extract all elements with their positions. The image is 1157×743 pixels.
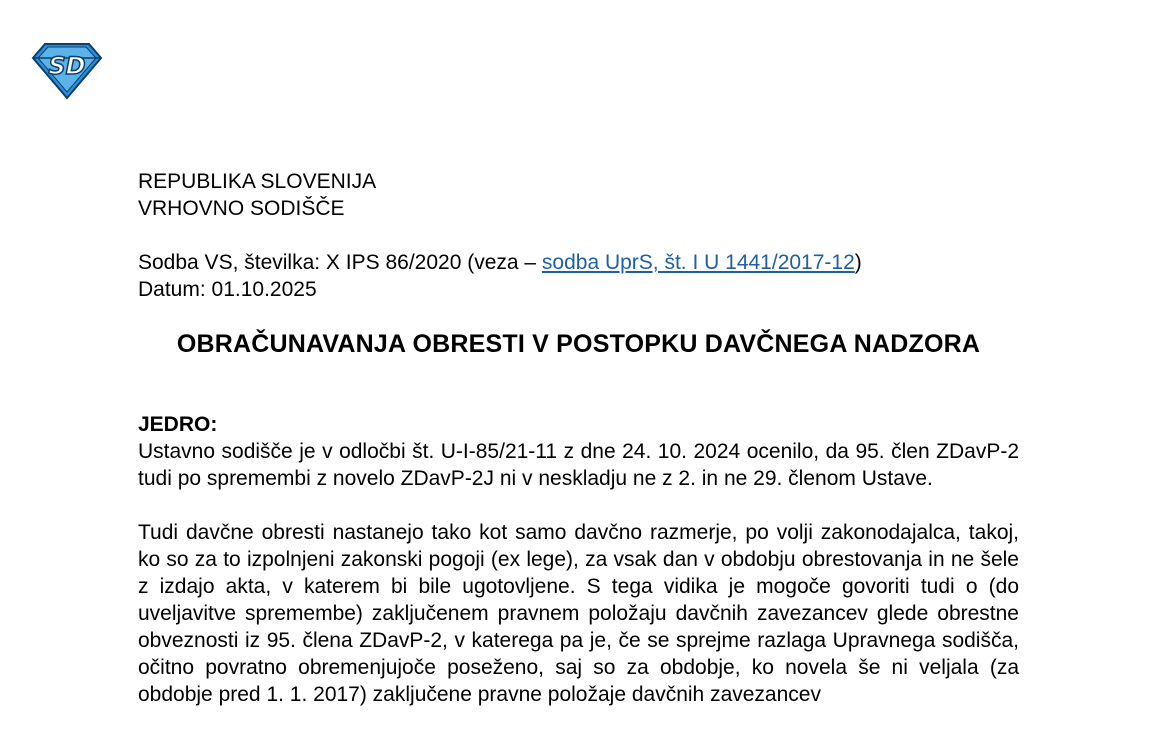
court-logo — [31, 40, 103, 100]
related-judgment-link[interactable]: sodba UprS, št. I U 1441/2017-12 — [541, 251, 855, 274]
court-name: VRHOVNO SODIŠČE — [138, 197, 345, 220]
document-title: OBRAČUNAVANJA OBRESTI V POSTOPKU DAVČNEGA NADZORA — [176, 330, 981, 358]
judgment-date: Datum: 01.10.2025 — [138, 278, 317, 301]
court-logo-icon — [31, 40, 103, 100]
core-heading: JEDRO: — [138, 413, 218, 436]
judgment-reference — [138, 249, 1019, 276]
core-paragraph-1: Ustavno sodišče je v odločbi št. U-I-85/21-11 z dne 24. 10. 2024 ocenilo, da 95. člen ZDavP-2 tudi po spremembi z novelo ZDavP-2J ni v neskladju ne z 2. in ne 29. členom Ustave. — [138, 440, 1019, 490]
judgment-suffix: ) — [854, 251, 862, 274]
core-paragraph-2: Tudi davčne obresti nastanejo tako kot samo davčno razmerje, po volji zakonodajalca, takoj, ko so za to izpolnjeni zakonski pogoji (ex lege), za vsak dan v obdobju obrestovanja in ne šele z izdajo akta, v katerem bi bile ugotovljene. S tega vidika je mogoče govoriti tudi o (do uveljavitve spremembe) zaključenem pravnem položaju davčnih zavezancev glede obrestne obveznosti iz 95. člena ZDavP-2, v katerega pa je, če se sprejme razlaga Upravnega sodišča, očitno povratno obremenjujoče poseženo, saj so za obdobje, ko novela še ni veljala (za obdobje pred 1. 1. 2017) zaključene pravne položaje davčnih zavezancev — [138, 521, 1019, 706]
judgment-prefix: Sodba VS, številka: X IPS 86/2020 (veza – — [138, 251, 542, 274]
document-body — [138, 168, 1019, 708]
logo-lettering: SD — [48, 52, 86, 80]
republic-name: REPUBLIKA SLOVENIJA — [138, 170, 377, 193]
spacer — [138, 222, 1019, 249]
spacer — [138, 492, 1019, 519]
